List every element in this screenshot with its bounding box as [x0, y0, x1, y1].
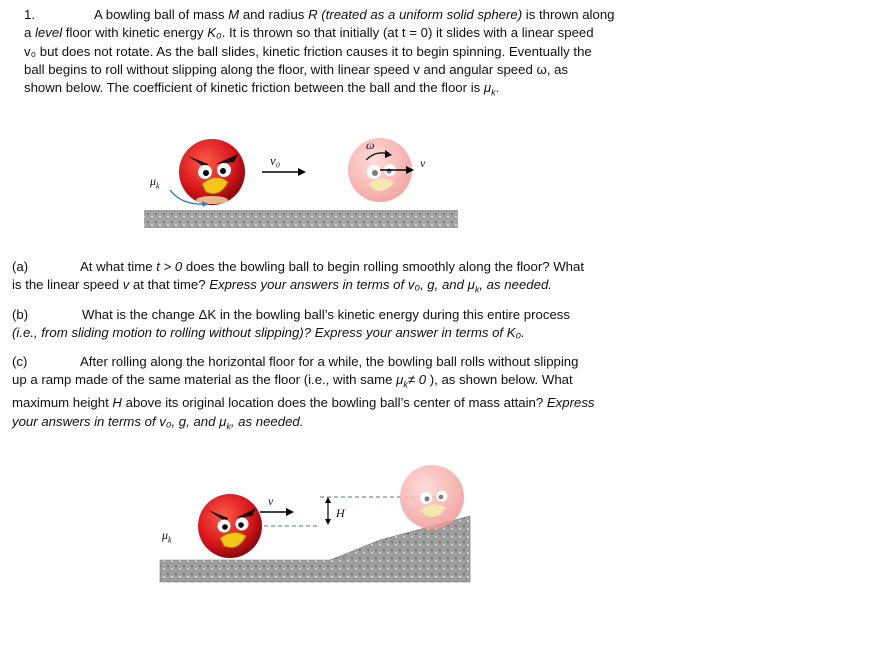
text: at that time? — [129, 277, 210, 293]
part-b-label: (b) — [12, 307, 29, 322]
part-a-label: (a) — [12, 259, 29, 274]
mu-subscript: k — [491, 87, 496, 98]
omega-label: ω — [366, 138, 375, 152]
text: is the linear speed — [12, 277, 123, 293]
text: . It is thrown so that initially (at t = 0) it slides with a linear speed — [221, 25, 594, 41]
figure-sliding-to-rolling — [130, 132, 470, 232]
text: floor with kinetic energy — [62, 25, 208, 41]
v-label: v — [420, 156, 426, 170]
radius-symbol: R — [308, 7, 318, 22]
part-c-label: (c) — [12, 354, 28, 369]
text: v₀ but does not rotate. As the ball slides, kinetic friction causes it to begin spinning. Eventually the — [24, 43, 592, 59]
text: (treated as a uniform solid sphere) — [317, 7, 523, 22]
text: What is the change ΔK in the bowling ball’s kinetic energy during this entire process — [82, 307, 570, 322]
text: ball begins to roll without slipping along the floor, with linear speed v and angular speed ω, as — [24, 61, 568, 77]
text: up a ramp made of the same material as the floor (i.e., with same — [12, 372, 397, 388]
text: At what time — [80, 259, 157, 274]
v-label: v — [268, 494, 274, 508]
mu-symbol: μ — [396, 372, 404, 388]
mu-symbol: μ — [483, 80, 492, 96]
text: (i.e., from sliding motion to rolling without slipping)? — [12, 325, 315, 341]
text: Express your answers in terms of v₀, g, and μ — [209, 277, 475, 293]
text: , as needed. — [230, 413, 304, 429]
problem-intro — [24, 6, 664, 102]
text: , as needed. — [479, 277, 552, 293]
text: shown below. The coefficient of kinetic friction between the ball and the floor is — [24, 80, 484, 96]
text: ), as shown below. What — [426, 372, 573, 388]
bowling-ball-floor — [198, 494, 262, 558]
mu-k-label: $\mu_k$ — [150, 174, 160, 191]
part-a — [12, 258, 662, 299]
text: level — [35, 25, 63, 41]
part-c — [12, 353, 662, 435]
h-label: H — [336, 506, 345, 520]
part-b — [12, 306, 662, 343]
text: maximum height — [12, 395, 113, 411]
text: a — [24, 25, 35, 41]
problem-number: 1. — [24, 7, 35, 22]
text: is thrown along — [522, 7, 615, 22]
text: does the bowling ball to begin rolling smoothly along the floor? What — [182, 259, 584, 274]
not-equal-zero: ≠ 0 — [407, 372, 427, 388]
text: your answers in terms of v₀, g, and μ — [12, 413, 227, 429]
text: Express your answer in terms of K₀. — [314, 325, 525, 341]
bowling-ball-max-height — [400, 465, 464, 529]
text: After rolling along the horizontal floor for a while, the bowling ball rolls without slipping — [80, 354, 579, 369]
v-symbol: v — [122, 277, 130, 293]
mu-subscript: k — [226, 421, 231, 432]
floor — [144, 210, 458, 228]
mass-symbol: M — [228, 7, 240, 22]
text: A bowling ball of mass — [94, 7, 229, 22]
text: . — [495, 80, 500, 96]
bowling-ball-sliding — [179, 139, 245, 205]
v0-label: v₀ — [270, 153, 281, 168]
text: Express — [546, 395, 595, 411]
figure-ramp — [150, 460, 480, 590]
mu-k-label: $\mu_k$ — [162, 528, 172, 545]
mu-subscript: k — [474, 284, 480, 295]
h-symbol: H — [112, 395, 122, 411]
text: above its original location does the bowling ball’s center of mass attain? — [121, 395, 547, 411]
time-expression: t > 0 — [156, 259, 183, 274]
k0-symbol: K₀ — [207, 25, 222, 41]
mu-subscript: k — [403, 379, 408, 390]
text: and radius — [239, 7, 309, 22]
